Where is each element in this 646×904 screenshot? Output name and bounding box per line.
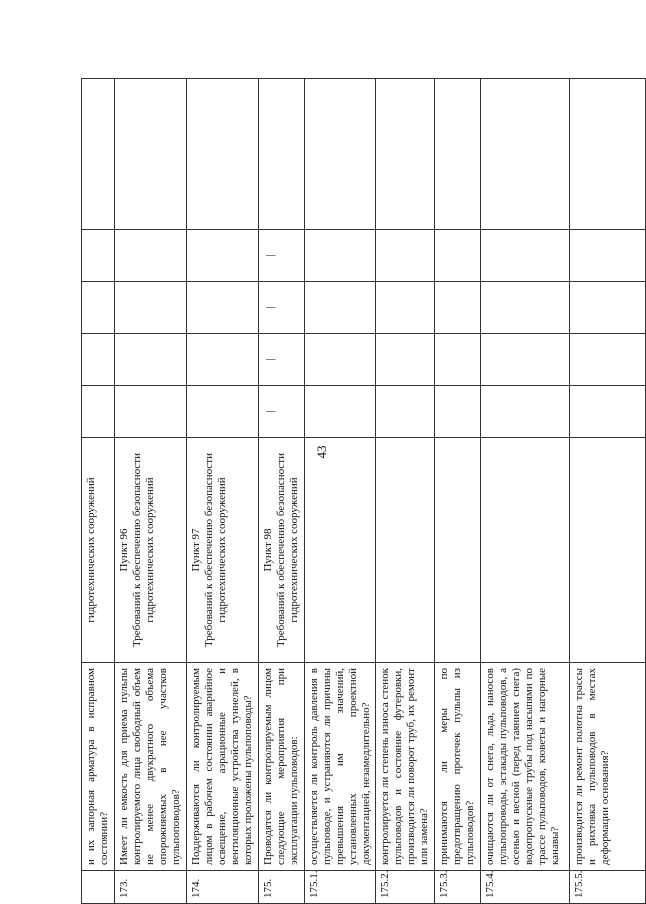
requirement-reference xyxy=(258,438,304,663)
answer-cell[interactable] xyxy=(304,282,376,334)
answer-mark: | xyxy=(263,358,276,361)
requirement-document: Требований к обеспечению безопасности гидротехнических сооружений xyxy=(202,453,228,647)
answer-cell[interactable] xyxy=(304,230,376,282)
requirement-reference xyxy=(376,438,435,663)
answer-cell[interactable] xyxy=(570,386,646,438)
table-row xyxy=(82,79,115,904)
requirement-reference xyxy=(114,438,186,663)
answer-cell[interactable] xyxy=(186,230,258,282)
requirement-reference xyxy=(82,438,115,663)
question-text: и их запорная арматура в исправном состоянии? xyxy=(82,663,115,871)
answer-cell[interactable] xyxy=(186,282,258,334)
answer-cell[interactable] xyxy=(570,282,646,334)
answer-cell[interactable] xyxy=(186,386,258,438)
answer-cell[interactable] xyxy=(82,386,115,438)
answer-cell[interactable] xyxy=(435,230,481,282)
checklist-rows xyxy=(82,79,646,904)
requirement-reference xyxy=(435,438,481,663)
answer-cell[interactable] xyxy=(376,79,435,230)
answer-cell[interactable] xyxy=(570,230,646,282)
item-number: 175.4. xyxy=(481,871,570,904)
answer-cell[interactable] xyxy=(376,282,435,334)
answer-cell[interactable] xyxy=(258,230,304,282)
answer-cell[interactable] xyxy=(481,79,570,230)
answer-cell[interactable] xyxy=(304,79,376,230)
answer-cell[interactable] xyxy=(570,79,646,230)
answer-cell[interactable] xyxy=(186,334,258,386)
item-number: 175.3. xyxy=(435,871,481,904)
table-row xyxy=(435,79,481,904)
answer-mark: | xyxy=(263,254,276,257)
requirement-reference xyxy=(186,438,258,663)
requirement-reference xyxy=(481,438,570,663)
answer-cell[interactable] xyxy=(376,334,435,386)
answer-mark: | xyxy=(263,410,276,413)
requirement-reference xyxy=(570,438,646,663)
answer-mark: | xyxy=(263,306,276,309)
question-text: очищаются ли от снега, льда, наносов пульпопроводы, эстакады пульповодов, а осенью и весной (перед таянием снега) водопропускные трубы под насыпями по трассе пульповодов, кюветы и нагорные канавы? xyxy=(481,663,570,871)
table-row xyxy=(114,79,186,904)
answer-cell[interactable] xyxy=(570,334,646,386)
checklist-table xyxy=(81,78,646,904)
question-text: Проводятся ли контролируемым лицом следующие мероприятия при эксплуатации пульповодов: xyxy=(258,663,304,871)
answer-cell[interactable] xyxy=(186,79,258,230)
requirement-document: Требований к обеспечению безопасности гидротехнических сооружений xyxy=(130,453,156,647)
answer-cell[interactable] xyxy=(304,386,376,438)
answer-cell[interactable] xyxy=(114,230,186,282)
answer-cell[interactable] xyxy=(435,334,481,386)
answer-cell[interactable] xyxy=(435,79,481,230)
page-number: 43 xyxy=(314,445,329,459)
answer-cell[interactable] xyxy=(304,334,376,386)
table-row xyxy=(186,79,258,904)
item-number: 175. xyxy=(258,871,304,904)
question-text: принимаются ли меры по предотвращению протечек пульпы из пульповодов? xyxy=(435,663,481,871)
question-text: контролируется ли степень износа стенок пульповодов и состояние футеровки, производится ли поворот труб, их ремонт или замена? xyxy=(376,663,435,871)
requirement-document: Требований к обеспечению безопасности гидротехнических сооружений xyxy=(274,453,300,647)
answer-cell[interactable] xyxy=(481,334,570,386)
question-text: Поддерживаются ли контролируемым лицом в рабочем состоянии аварийное освещение, аэрационные и вентиляционные устройства туннелей, в которых проложены пульпоповоды? xyxy=(186,663,258,871)
item-number xyxy=(82,871,115,904)
question-text: производится ли ремонт полотна трассы и рихтовка пульповодов в местах деформации основания? xyxy=(570,663,646,871)
table-row xyxy=(570,79,646,904)
answer-cell[interactable] xyxy=(376,230,435,282)
answer-cell[interactable] xyxy=(435,282,481,334)
rotated-table-container xyxy=(81,79,612,904)
requirement-clause: Пункт 96 xyxy=(117,528,130,572)
requirement-reference xyxy=(304,438,376,663)
answer-cell[interactable] xyxy=(435,386,481,438)
rotated-page-area xyxy=(81,79,612,904)
item-number: 174. xyxy=(186,871,258,904)
answer-cell[interactable] xyxy=(258,334,304,386)
item-number: 175.2. xyxy=(376,871,435,904)
answer-cell[interactable] xyxy=(376,386,435,438)
table-row xyxy=(258,79,304,904)
answer-cell[interactable] xyxy=(114,334,186,386)
item-number: 175.1. xyxy=(304,871,376,904)
question-text: осуществляется ли контроль давления в пульповоде, и устраняются ли причины превышения им значений, установленных проектной документацией, незамедлительно? xyxy=(304,663,376,871)
table-row xyxy=(304,79,376,904)
requirement-clause: Пункт 98 xyxy=(261,528,274,572)
answer-cell[interactable] xyxy=(258,79,304,230)
answer-cell[interactable] xyxy=(82,230,115,282)
requirement-document: гидротехнических сооружений xyxy=(85,477,97,623)
item-number: 173. xyxy=(114,871,186,904)
answer-cell[interactable] xyxy=(258,386,304,438)
requirement-clause: Пункт 97 xyxy=(189,528,202,572)
table-row xyxy=(481,79,570,904)
answer-cell[interactable] xyxy=(114,282,186,334)
answer-cell[interactable] xyxy=(481,230,570,282)
answer-cell[interactable] xyxy=(114,79,186,230)
answer-cell[interactable] xyxy=(481,282,570,334)
item-number: 175.5. xyxy=(570,871,646,904)
answer-cell[interactable] xyxy=(82,334,115,386)
question-text: Имеет ли емкость для приема пульпы контролируемого лица свободный объем не менее двукратного объема опорожняемых в нее участков пульпоповодов? xyxy=(114,663,186,871)
answer-cell[interactable] xyxy=(82,79,115,230)
answer-cell[interactable] xyxy=(481,386,570,438)
answer-cell[interactable] xyxy=(82,282,115,334)
answer-cell[interactable] xyxy=(114,386,186,438)
answer-cell[interactable] xyxy=(258,282,304,334)
table-row xyxy=(376,79,435,904)
